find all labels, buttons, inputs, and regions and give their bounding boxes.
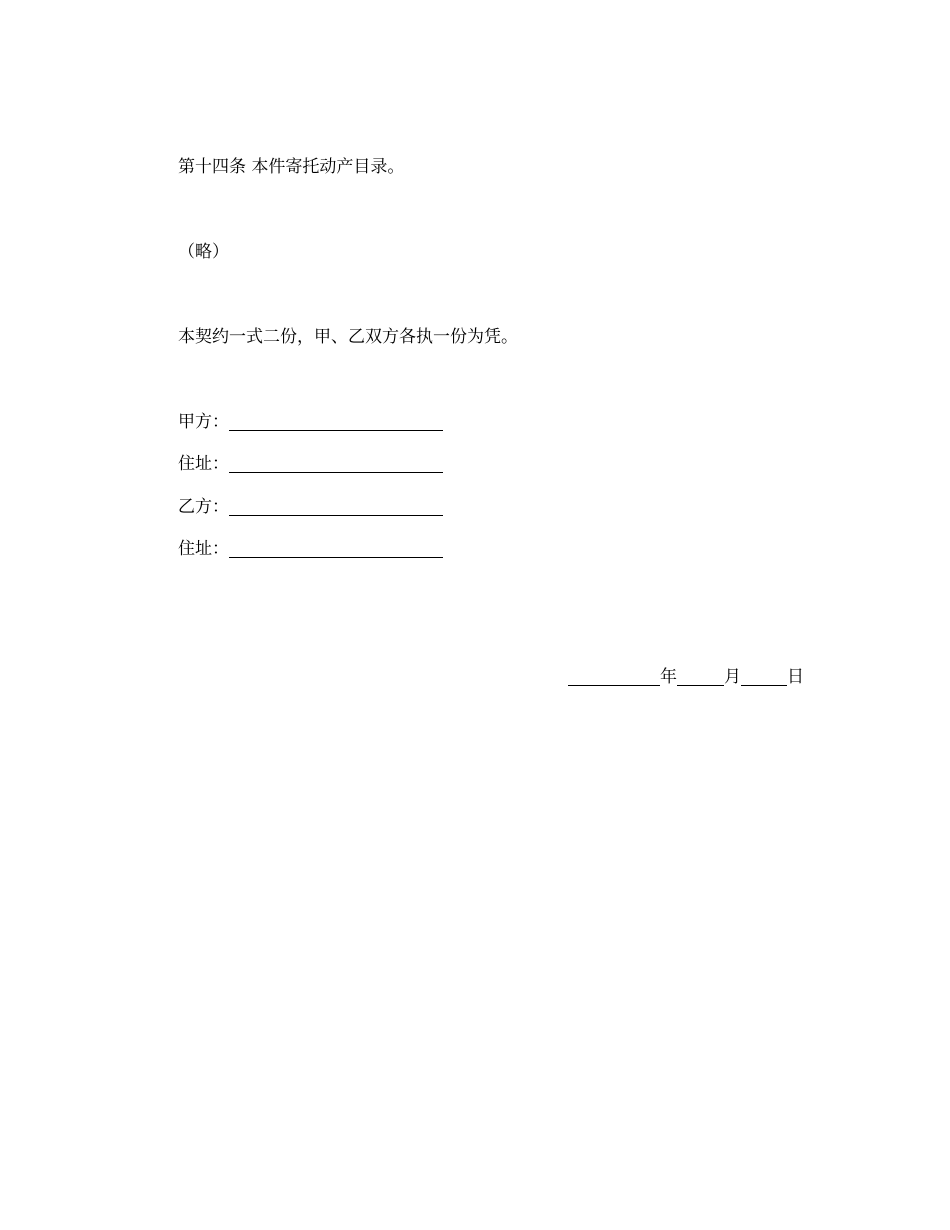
party-b-signature-row [178, 496, 443, 518]
day-label: 日 [787, 667, 804, 687]
date-line [568, 666, 804, 688]
party-a-blank[interactable] [229, 411, 443, 431]
party-a-signature-row [178, 411, 443, 433]
omitted-note: （略） [178, 242, 229, 262]
party-b-blank[interactable] [229, 496, 443, 516]
party-b-address-row [178, 538, 443, 560]
copies-statement: 本契约一式二份，甲、乙双方各执一份为凭。 [178, 327, 518, 347]
party-a-address-label: 住址： [178, 454, 229, 474]
year-blank[interactable] [568, 666, 660, 686]
month-blank[interactable] [677, 666, 724, 686]
party-b-address-label: 住址： [178, 539, 229, 559]
party-a-address-row [178, 453, 443, 475]
article-14-text: 第十四条 本件寄托动产目录。 [178, 157, 405, 177]
party-b-label: 乙方： [178, 497, 229, 517]
day-blank[interactable] [741, 666, 787, 686]
month-label: 月 [724, 667, 741, 687]
party-a-label: 甲方： [178, 412, 229, 432]
party-b-address-blank[interactable] [229, 538, 443, 558]
party-a-address-blank[interactable] [229, 453, 443, 473]
year-label: 年 [660, 667, 677, 687]
